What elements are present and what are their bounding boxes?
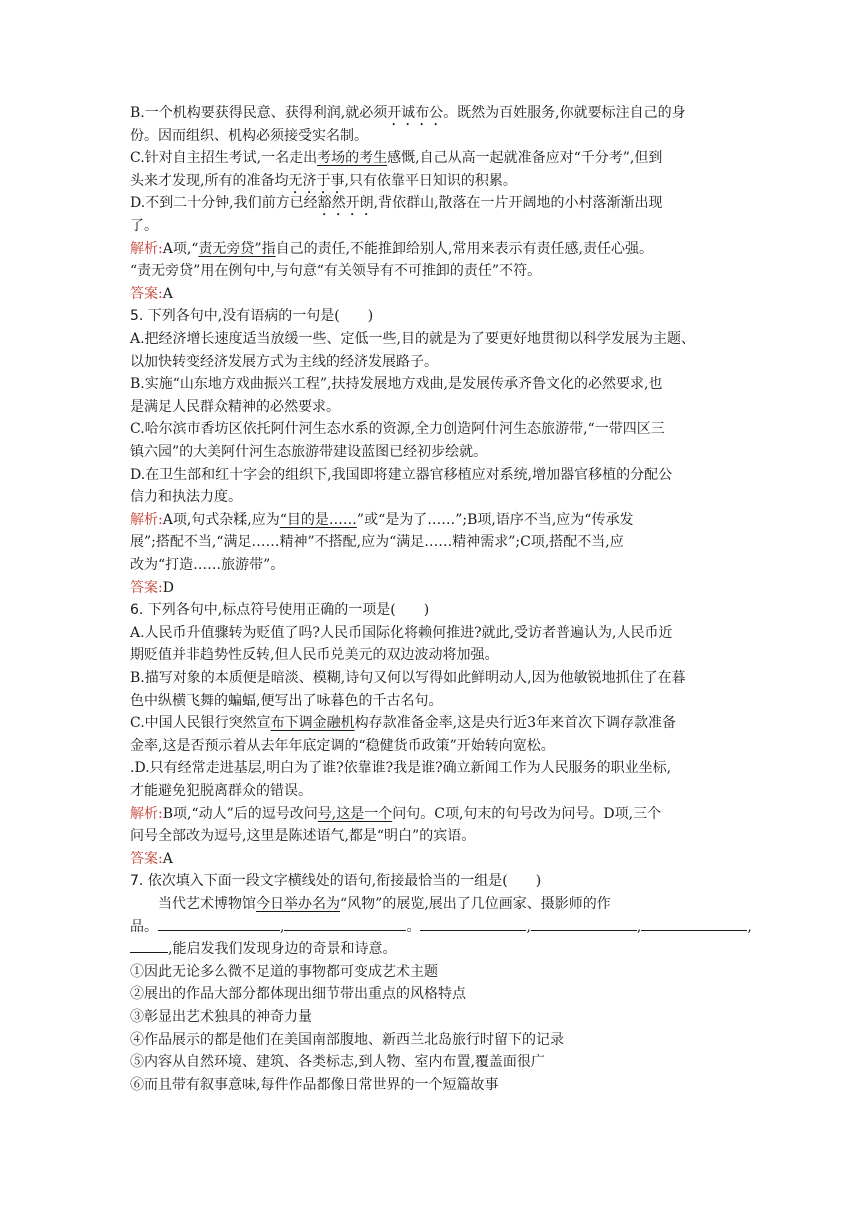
text-segment: 号,这是一个 — [317, 805, 393, 822]
text-line — [130, 667, 730, 689]
text-segment: D — [162, 579, 174, 596]
text-line — [130, 260, 730, 282]
answer-blank — [130, 938, 168, 953]
text-line — [130, 531, 730, 553]
text-segment: 是满足人民群众精神的必然要求。 — [130, 398, 340, 415]
text-segment: ,背依群山,散落在一片开阔地的小村落渐渐出现 — [373, 195, 663, 212]
text-line — [130, 803, 730, 825]
answer-blank — [641, 916, 747, 931]
text-line — [130, 622, 730, 644]
text-line — [130, 735, 730, 757]
text-segment: , — [526, 918, 531, 935]
text-line — [130, 938, 730, 960]
text-segment: “目的是…… — [279, 511, 357, 528]
text-segment: B.描写对象的本质便是暗淡、模糊,诗句又何以写得如此鲜明动人,因为他敏锐地抓住了在暮 — [130, 670, 686, 686]
text-segment: A — [162, 850, 173, 867]
text-line — [130, 644, 730, 666]
text-segment: 改为“打造……旅游带”。 — [130, 557, 285, 573]
text-segment: 才能避免犯脱离群众的错误。 — [130, 783, 312, 799]
label-analysis: 解析: — [130, 805, 163, 822]
label-analysis: 答案: — [130, 579, 163, 596]
text-segment: ①因此无论多么微不足道的事物都可变成艺术主题 — [130, 963, 438, 980]
text-segment: 豁然开朗 — [317, 195, 374, 212]
text-segment: A项,句式杂糅,应为 — [162, 511, 280, 528]
text-segment: 了。 — [130, 218, 158, 234]
text-segment: B.实施“山东地方戏曲振兴工程”,扶持发展地方戏曲,是发展传承齐鲁文化的必然要求,也 — [130, 376, 663, 393]
text-line — [130, 780, 730, 802]
answer-blank — [158, 916, 280, 931]
text-line — [130, 125, 730, 147]
label-analysis: 答案: — [130, 285, 163, 302]
text-line — [130, 757, 730, 779]
text-segment: 问句。C项,句末的句号改为问号。D项,三个 — [392, 805, 662, 822]
text-segment: ⑥而且带有叙事意味,每件作品都像日常世界的一个短篇故事 — [130, 1076, 499, 1093]
text-segment: A.把经济增长速度适当放缓一些、定低一些,目的就是为了要更好地贯彻以科学发展为主题、 — [130, 331, 696, 347]
text-segment: A.人民币升值骤转为贬值了吗?人民币国际化将赖何推进?就此,受访者普遍认为,人民币近 — [130, 624, 673, 641]
text-line — [130, 599, 730, 621]
text-segment: C.哈尔滨市香坊区依托阿什河生态水系的资源,全力创造阿什河生态旅游带,“一带四区三 — [130, 421, 665, 438]
text-line — [130, 215, 730, 237]
text-line — [130, 712, 730, 734]
label-analysis: 答案: — [130, 850, 163, 867]
label-analysis: 解析: — [130, 511, 163, 528]
text-segment: 今日举办名为 — [256, 896, 340, 912]
text-line — [130, 464, 730, 486]
text-segment: ③彰显出艺术独具的神奇力量 — [130, 1009, 312, 1025]
text-segment: D.在卫生部和红十字会的组织下,我国即将建立器官移植应对系统,增加器官移植的分配公 — [130, 466, 673, 483]
text-segment: “责无旁贷”用在例句中,与句意“有关领导有不可推卸的责任”不符。 — [130, 263, 542, 280]
text-segment: 考场的考生 — [317, 150, 388, 167]
text-segment: 份。因而组织、机构必须接受实名制。 — [130, 127, 368, 144]
text-segment: A项,“ — [162, 240, 199, 257]
text-segment: 下列各句中,标点符号使用正确的一项是( ) — [143, 602, 430, 619]
text-segment: 问号全部改为逗号,这里是陈述语气,都是“明白”的宾语。 — [130, 828, 476, 845]
text-segment: ”或“是为了……”;B项,语序不当,应为“传承发 — [356, 511, 634, 528]
text-line — [130, 486, 730, 508]
text-line — [130, 893, 758, 915]
text-segment: D.不到二十分钟,我们前方已经 — [130, 195, 318, 212]
text-segment: 期贬值并非趋势性反转,但人民币兑美元的双边波动将加强。 — [130, 647, 499, 664]
text-segment: , — [280, 918, 285, 935]
answer-blank — [420, 916, 526, 931]
answer-blank — [531, 916, 637, 931]
text-segment: 。既然为百姓服务,你就要标注自己的身 — [443, 105, 686, 121]
text-line — [130, 577, 730, 599]
question-number: 6. — [130, 602, 144, 619]
question-number: 7. — [130, 873, 144, 890]
text-segment: ④作品展示的都是他们在美国南部腹地、新西兰北岛旅行时留下的记录 — [130, 1031, 564, 1048]
text-segment: 感慨,自己从高一起就准备应对“千分考”,但到 — [387, 150, 663, 167]
text-segment: 以加快转变经济发展方式为主线的经济发展路子。 — [130, 353, 438, 370]
label-analysis: 解析: — [130, 240, 163, 257]
text-line — [130, 441, 730, 463]
text-segment: ⑤内容从自然环境、建筑、各类标志,到人物、室内布置,覆盖面很广 — [130, 1054, 545, 1071]
text-segment: 当代艺术博物馆 — [158, 896, 256, 912]
text-line — [130, 396, 730, 418]
text-line — [130, 961, 730, 983]
text-segment: 展”;搭配不当,“满足……精神”不搭配,应为“满足……精神需求”;C项,搭配不当,应 — [130, 534, 624, 551]
text-line — [130, 283, 730, 305]
text-segment: B.一个机构要获得民意、获得利润,就必须 — [130, 105, 388, 121]
text-line — [130, 1051, 730, 1073]
text-line — [130, 418, 730, 440]
question-number: 5. — [130, 308, 144, 325]
text-segment: ②展出的作品大部分都体现出细节带出重点的风格特点 — [130, 986, 466, 1003]
text-line — [130, 825, 730, 847]
text-segment: , — [636, 918, 642, 935]
text-line — [130, 305, 730, 327]
text-line — [130, 147, 730, 169]
text-segment: 信力和执法力度。 — [130, 489, 242, 506]
text-segment: 品。 — [130, 918, 158, 935]
text-segment: C.中国人民银行突然宣 — [130, 715, 271, 732]
text-line — [130, 848, 730, 870]
text-segment: 自己的责任,不能推卸给别人,常用来表示有责任感,责任心强。 — [275, 240, 653, 257]
text-segment: 布下调金融机 — [270, 715, 355, 732]
text-segment: 金率,这是否预示着从去年年底定调的“稳健货币政策”开始转向宽松。 — [130, 737, 555, 754]
text-segment: ,能启发我们发现身边的奇景和诗意。 — [168, 941, 397, 958]
text-segment: 责无旁贷”指 — [198, 240, 276, 257]
text-line — [130, 351, 730, 373]
text-segment: 开诚布公 — [387, 105, 444, 121]
text-line — [130, 690, 730, 712]
text-line — [130, 1029, 730, 1051]
text-line — [130, 238, 730, 260]
text-line — [130, 870, 730, 892]
answer-blank — [284, 916, 406, 931]
text-segment: C.针对自主招生考试,一名走出 — [130, 150, 318, 167]
text-line — [130, 373, 730, 395]
text-segment: 头来才发现,所有的准备均 — [130, 172, 289, 189]
text-segment: 色中纵横飞舞的蝙蝠,便写出了咏暮色的千古名句。 — [130, 692, 443, 709]
text-segment: 依次填入下面一段文字横线处的语句,衔接最恰当的一组是( ) — [143, 873, 542, 890]
text-segment: ,只有依靠平日知识的积累。 — [344, 172, 517, 189]
text-segment: A — [162, 285, 173, 302]
text-segment: 。 — [406, 918, 421, 935]
text-segment: .D.只有经常走进基层,明白为了谁?依靠谁?我是谁?确立新闻工作为人民服务的职业坐标, — [130, 760, 672, 777]
text-line — [130, 554, 730, 576]
text-line — [130, 916, 752, 938]
text-segment: 下列各句中,没有语病的一句是( ) — [143, 308, 374, 325]
text-line — [130, 983, 730, 1005]
text-line — [130, 1074, 730, 1096]
text-segment: 构存款准备金率,这是央行近3年来首次下调存款准备 — [354, 715, 677, 732]
text-segment: “风物”的展览,展出了几位画家、摄影师的作 — [340, 896, 611, 912]
text-segment: , — [747, 918, 752, 935]
text-segment: 镇六园”的大美阿什河生态旅游带建设蓝图已经初步绘就。 — [130, 444, 488, 460]
text-line — [130, 1006, 730, 1028]
text-segment: 无济于事 — [288, 172, 345, 189]
text-line — [130, 328, 730, 350]
text-segment: B项,“动人”后的逗号改问 — [162, 805, 318, 822]
text-line — [130, 509, 730, 531]
